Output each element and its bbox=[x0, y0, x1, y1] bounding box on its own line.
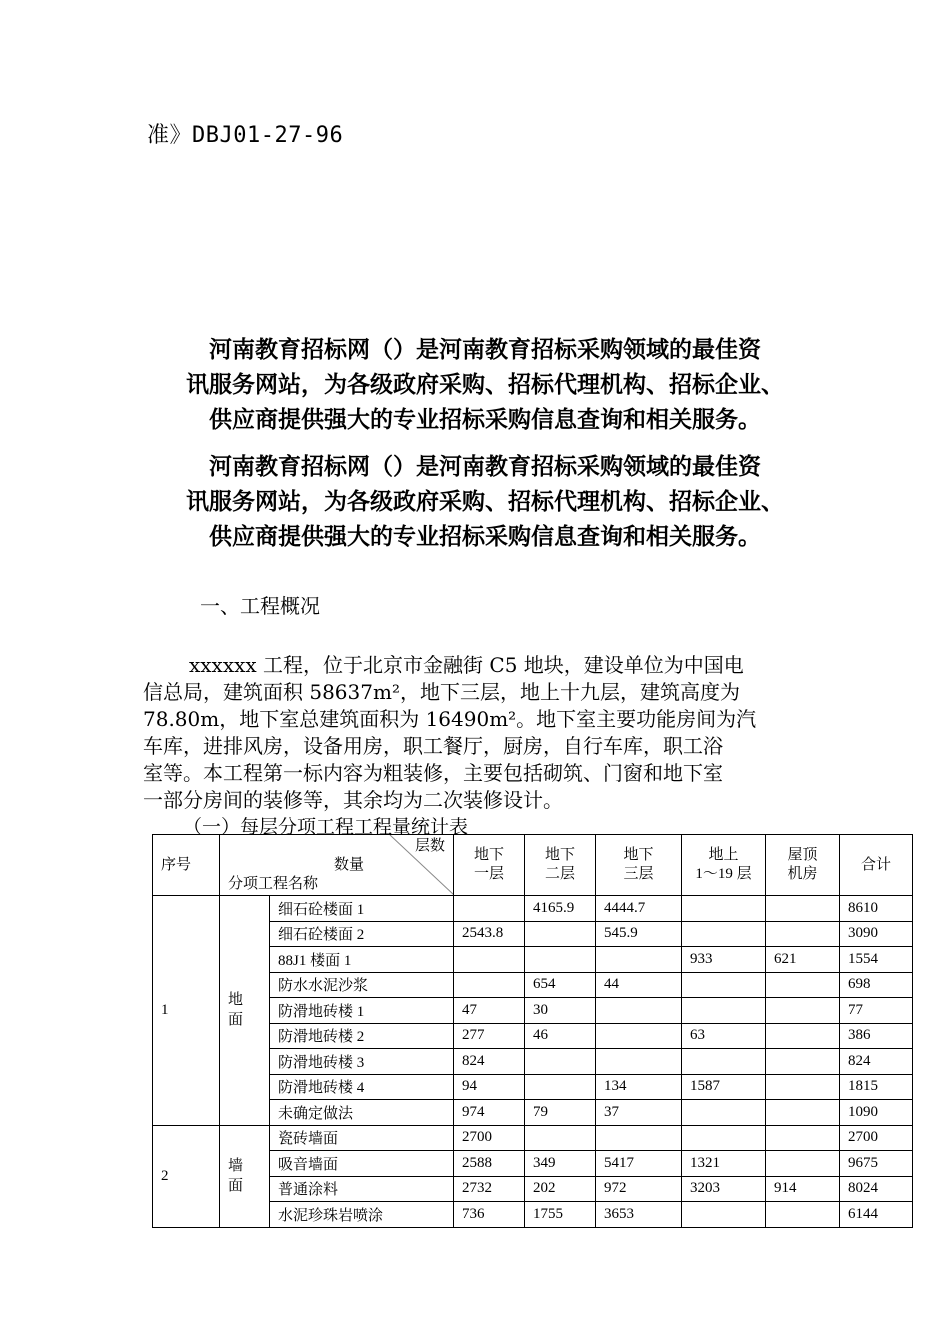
basement-3-cell bbox=[596, 998, 682, 1024]
above-ground-cell bbox=[682, 1125, 766, 1151]
basement-2-cell: 79 bbox=[525, 1100, 596, 1126]
total-cell: 824 bbox=[840, 1049, 913, 1075]
basement-2-cell bbox=[525, 1125, 596, 1151]
basement-1-cell bbox=[454, 972, 525, 998]
basement-3-cell: 4444.7 bbox=[596, 896, 682, 922]
basement-2-cell bbox=[525, 1049, 596, 1075]
basement-2-cell: 4165.9 bbox=[525, 896, 596, 922]
overview-paragraph bbox=[143, 652, 813, 814]
header-total: 合计 bbox=[840, 835, 913, 896]
promo-paragraph bbox=[150, 333, 820, 438]
total-cell: 2700 bbox=[840, 1125, 913, 1151]
total-cell: 1815 bbox=[840, 1074, 913, 1100]
basement-1-cell: 94 bbox=[454, 1074, 525, 1100]
basement-3-cell: 545.9 bbox=[596, 921, 682, 947]
table-row bbox=[153, 896, 913, 922]
promo-paragraph bbox=[150, 450, 820, 555]
above-ground-cell bbox=[682, 896, 766, 922]
header-basement-3: 地下 三层 bbox=[596, 835, 682, 896]
basement-2-cell: 202 bbox=[525, 1176, 596, 1202]
basement-2-cell bbox=[525, 1074, 596, 1100]
basement-1-cell: 2732 bbox=[454, 1176, 525, 1202]
basement-2-cell: 1755 bbox=[525, 1202, 596, 1228]
roof-room-cell bbox=[766, 1074, 840, 1100]
roof-room-cell bbox=[766, 1125, 840, 1151]
item-name-cell: 88J1 楼面 1 bbox=[270, 947, 454, 973]
quantity-table bbox=[152, 834, 913, 1228]
roof-room-cell bbox=[766, 921, 840, 947]
item-name-cell: 细石砼楼面 2 bbox=[270, 921, 454, 947]
section-heading: 一、工程概况 bbox=[200, 594, 320, 618]
item-name-cell: 防滑地砖楼 2 bbox=[270, 1023, 454, 1049]
basement-1-cell: 2700 bbox=[454, 1125, 525, 1151]
basement-2-cell bbox=[525, 921, 596, 947]
above-ground-cell: 1587 bbox=[682, 1074, 766, 1100]
total-cell: 1090 bbox=[840, 1100, 913, 1126]
promo-line: 讯服务网站，为各级政府采购、招标代理机构、招标企业、 bbox=[186, 489, 784, 515]
total-cell: 6144 bbox=[840, 1202, 913, 1228]
overview-line: 78.80m，地下室总建筑面积为 16490m²。地下室主要功能房间为汽 bbox=[143, 707, 757, 731]
category-char: 面 bbox=[228, 1178, 244, 1194]
item-name-cell: 普通涂料 bbox=[270, 1176, 454, 1202]
header-diagonal-cell bbox=[220, 835, 454, 896]
table-header-row bbox=[153, 835, 913, 896]
basement-3-cell: 44 bbox=[596, 972, 682, 998]
basement-1-cell bbox=[454, 896, 525, 922]
total-cell: 8024 bbox=[840, 1176, 913, 1202]
promo-line: 河南教育招标网（）是河南教育招标采购领域的最佳资 bbox=[209, 454, 761, 480]
above-ground-cell bbox=[682, 1100, 766, 1126]
group-seq-cell: 1 bbox=[153, 896, 220, 1126]
item-name-cell: 细石砼楼面 1 bbox=[270, 896, 454, 922]
promo-line: 供应商提供强大的专业招标采购信息查询和相关服务。 bbox=[209, 407, 761, 433]
roof-room-cell bbox=[766, 998, 840, 1024]
total-cell: 8610 bbox=[840, 896, 913, 922]
overview-line: 一部分房间的装修等，其余均为二次装修设计。 bbox=[143, 788, 563, 812]
promo-line: 河南教育招标网（）是河南教育招标采购领域的最佳资 bbox=[209, 337, 761, 363]
header-floor-label: 层数 bbox=[414, 838, 445, 854]
total-cell: 698 bbox=[840, 972, 913, 998]
basement-3-cell: 5417 bbox=[596, 1151, 682, 1177]
item-name-cell: 防滑地砖楼 4 bbox=[270, 1074, 454, 1100]
category-char: 面 bbox=[228, 1012, 244, 1029]
basement-3-cell bbox=[596, 1125, 682, 1151]
roof-room-cell bbox=[766, 1023, 840, 1049]
roof-room-cell bbox=[766, 1100, 840, 1126]
above-ground-cell: 63 bbox=[682, 1023, 766, 1049]
top-fragment-text: 准》DBJ01-27-96 bbox=[147, 123, 344, 148]
group-category-cell bbox=[220, 896, 270, 1126]
basement-1-cell: 2588 bbox=[454, 1151, 525, 1177]
header-seq: 序号 bbox=[153, 835, 220, 896]
basement-1-cell: 974 bbox=[454, 1100, 525, 1126]
basement-3-cell: 37 bbox=[596, 1100, 682, 1126]
overview-line: 室等。本工程第一标内容为粗装修，主要包括砌筑、门窗和地下室 bbox=[143, 761, 723, 785]
roof-room-cell bbox=[766, 1202, 840, 1228]
basement-1-cell: 824 bbox=[454, 1049, 525, 1075]
overview-line: xxxxxx 工程，位于北京市金融街 C5 地块，建设单位为中国电 bbox=[189, 653, 744, 677]
basement-3-cell bbox=[596, 1049, 682, 1075]
header-roof-room: 屋顶 机房 bbox=[766, 835, 840, 896]
header-basement-2: 地下 二层 bbox=[525, 835, 596, 896]
table-row bbox=[153, 1125, 913, 1151]
basement-2-cell: 349 bbox=[525, 1151, 596, 1177]
total-cell: 386 bbox=[840, 1023, 913, 1049]
item-name-cell: 防滑地砖楼 1 bbox=[270, 998, 454, 1024]
table-body bbox=[153, 896, 913, 1228]
basement-3-cell bbox=[596, 947, 682, 973]
basement-1-cell: 47 bbox=[454, 998, 525, 1024]
category-char: 墙 bbox=[228, 1158, 244, 1174]
above-ground-cell: 933 bbox=[682, 947, 766, 973]
group-seq-cell: 2 bbox=[153, 1125, 220, 1227]
above-ground-cell bbox=[682, 1202, 766, 1228]
total-cell: 1554 bbox=[840, 947, 913, 973]
item-name-cell: 未确定做法 bbox=[270, 1100, 454, 1126]
category-char: 地 bbox=[228, 992, 244, 1009]
above-ground-cell bbox=[682, 921, 766, 947]
total-cell: 77 bbox=[840, 998, 913, 1024]
above-ground-cell: 3203 bbox=[682, 1176, 766, 1202]
header-above-ground: 地上 1～19 层 bbox=[682, 835, 766, 896]
basement-2-cell: 654 bbox=[525, 972, 596, 998]
item-name-cell: 瓷砖墙面 bbox=[270, 1125, 454, 1151]
item-name-cell: 吸音墙面 bbox=[270, 1151, 454, 1177]
above-ground-cell: 1321 bbox=[682, 1151, 766, 1177]
basement-2-cell: 30 bbox=[525, 998, 596, 1024]
header-quantity-label: 数量 bbox=[334, 857, 365, 873]
basement-3-cell: 3653 bbox=[596, 1202, 682, 1228]
above-ground-cell bbox=[682, 1049, 766, 1075]
basement-3-cell: 972 bbox=[596, 1176, 682, 1202]
roof-room-cell bbox=[766, 1049, 840, 1075]
roof-room-cell bbox=[766, 1151, 840, 1177]
above-ground-cell bbox=[682, 998, 766, 1024]
overview-line: 信总局，建筑面积 58637m²，地下三层，地上十九层，建筑高度为 bbox=[143, 680, 740, 704]
basement-1-cell: 2543.8 bbox=[454, 921, 525, 947]
roof-room-cell bbox=[766, 896, 840, 922]
header-basement-1: 地下 一层 bbox=[454, 835, 525, 896]
basement-1-cell: 277 bbox=[454, 1023, 525, 1049]
item-name-cell: 防滑地砖楼 3 bbox=[270, 1049, 454, 1075]
roof-room-cell bbox=[766, 972, 840, 998]
roof-room-cell: 621 bbox=[766, 947, 840, 973]
group-category-cell bbox=[220, 1125, 270, 1227]
item-name-cell: 水泥珍珠岩喷涂 bbox=[270, 1202, 454, 1228]
overview-line: 车库，进排风房，设备用房，职工餐厅，厨房，自行车库，职工浴 bbox=[143, 734, 723, 758]
promo-line: 讯服务网站，为各级政府采购、招标代理机构、招标企业、 bbox=[186, 372, 784, 398]
above-ground-cell bbox=[682, 972, 766, 998]
item-name-cell: 防水水泥沙浆 bbox=[270, 972, 454, 998]
promo-line: 供应商提供强大的专业招标采购信息查询和相关服务。 bbox=[209, 524, 761, 550]
basement-1-cell bbox=[454, 947, 525, 973]
basement-2-cell bbox=[525, 947, 596, 973]
roof-room-cell: 914 bbox=[766, 1176, 840, 1202]
total-cell: 3090 bbox=[840, 921, 913, 947]
basement-1-cell: 736 bbox=[454, 1202, 525, 1228]
table-caption: （一）每层分项工程工程量统计表 bbox=[183, 816, 469, 838]
basement-3-cell bbox=[596, 1023, 682, 1049]
total-cell: 9675 bbox=[840, 1151, 913, 1177]
header-item-label: 分项工程名称 bbox=[228, 876, 319, 892]
basement-2-cell: 46 bbox=[525, 1023, 596, 1049]
basement-3-cell: 134 bbox=[596, 1074, 682, 1100]
